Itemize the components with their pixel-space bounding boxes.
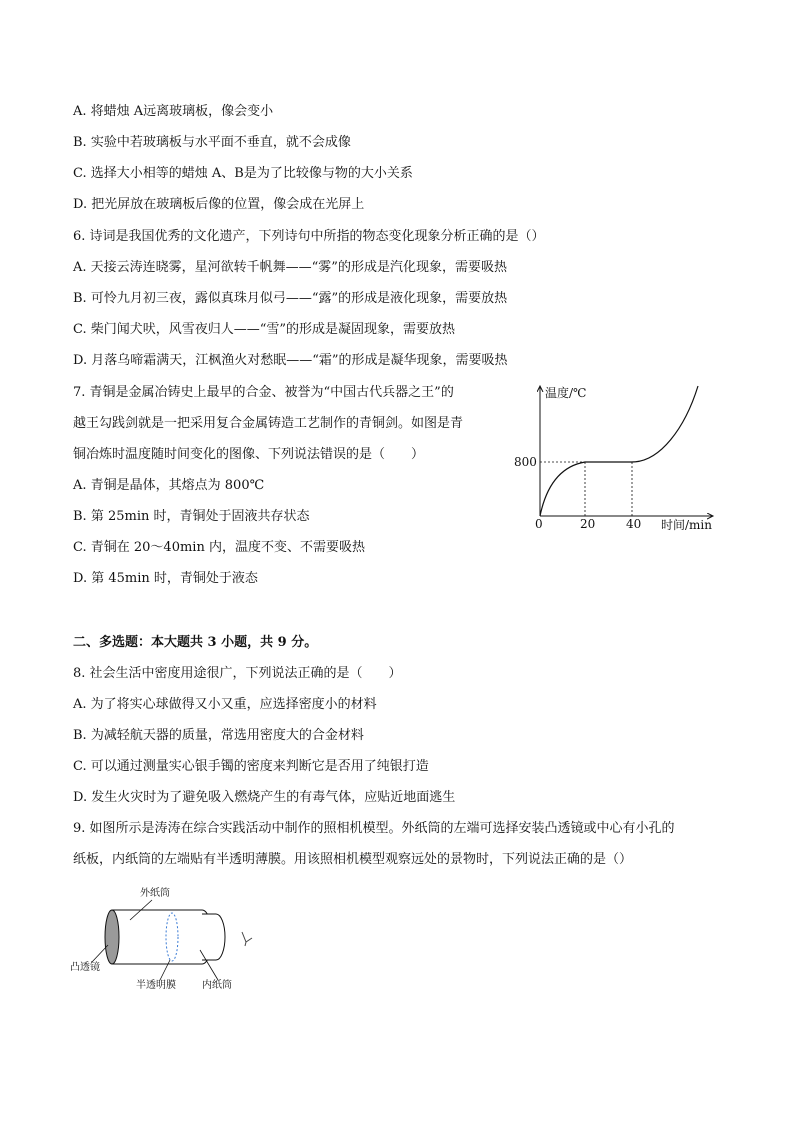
object-flame-icon [242,932,252,946]
q7-stem-line1: 7. 青铜是金属冶铸史上最早的合金、被誉为“中国古代兵器之王”的 [73,385,454,400]
q7-option-a: A. 青铜是晶体，其熔点为 800℃ [73,478,265,493]
camera-model-figure [70,880,270,1000]
q5-option-c: C. 选择大小相等的蜡烛 A、B是为了比较像与物的大小关系 [73,166,413,181]
q8-option-d: D. 发生火灾时为了避免吸入燃烧产生的有毒气体，应贴近地面逃生 [73,790,456,805]
temperature-time-chart [505,378,735,538]
q7-option-b: B. 第 25min 时，青铜处于固液共存状态 [73,509,310,524]
inner-tube-shape [202,914,225,960]
x-tick-40: 40 [626,517,642,531]
y-axis-label: 温度/℃ [545,386,587,400]
q6-option-b: B. 可怜九月初三夜，露似真珠月似弓——“露”的形成是液化现象，需要放热 [73,291,508,306]
outer-tube-shape [112,910,212,964]
x-tick-20: 20 [580,517,596,531]
q6-stem: 6. 诗词是我国优秀的文化遗产，下列诗句中所指的物态变化现象分析正确的是（） [73,229,545,244]
q6-option-d: D. 月落乌啼霜满天，江枫渔火对愁眠——“霜”的形成是凝华现象，需要吸热 [73,353,508,368]
q7-option-d: D. 第 45min 时，青铜处于液态 [73,571,258,586]
q7-stem-line3: 铜冶炼时温度随时间变化的图像、下列说法错误的是（ ） [73,447,425,462]
q9-stem-line1: 9. 如图所示是涛涛在综合实践活动中制作的照相机模型。外纸筒的左端可选择安装凸透镜或中心有小孔的 [73,821,675,836]
y-tick-800: 800 [514,455,537,469]
q7-stem-line2: 越王勾践剑就是一把采用复合金属铸造工艺制作的青铜剑。如图是青 [73,416,464,431]
q7-option-c: C. 青铜在 20～40min 内，温度不变、不需要吸热 [73,540,365,555]
q5-option-a: A. 将蜡烛 A远离玻璃板，像会变小 [73,104,274,119]
outer-tube-label: 外纸筒 [140,888,170,899]
q6-option-c: C. 柴门闻犬吠，风雪夜归人——“雪”的形成是凝固现象，需要放热 [73,322,456,337]
convex-lens-label: 凸透镜 [70,962,100,973]
q6-option-a: A. 天接云涛连晓雾，星河欲转千帆舞——“雾”的形成是汽化现象，需要吸热 [73,260,507,275]
section-2-title: 二、多选题：本大题共 3 小题，共 9 分。 [73,635,318,650]
x-axis-label: 时间/min [661,518,712,532]
q8-option-a: A. 为了将实心球做得又小又重，应选择密度小的材料 [73,697,377,712]
q5-option-b: B. 实验中若玻璃板与水平面不垂直，就不会成像 [73,135,351,150]
q8-option-b: B. 为减轻航天器的质量，常选用密度大的合金材料 [73,728,364,743]
semi-film-label: 半透明膜 [136,980,176,991]
q8-option-c: C. 可以通过测量实心银手镯的密度来判断它是否用了纯银打造 [73,759,429,774]
inner-tube-label: 内纸筒 [202,980,232,991]
origin-label: 0 [535,517,543,531]
temperature-curve [540,386,698,516]
q9-stem-line2: 纸板，内纸筒的左端贴有半透明薄膜。用该照相机模型观察远处的景物时，下列说法正确的是（） [73,852,633,867]
convex-lens-end [105,910,119,964]
q8-stem: 8. 社会生活中密度用途很广，下列说法正确的是（ ） [73,666,402,681]
q5-option-d: D. 把光屏放在玻璃板后像的位置，像会成在光屏上 [73,197,365,212]
